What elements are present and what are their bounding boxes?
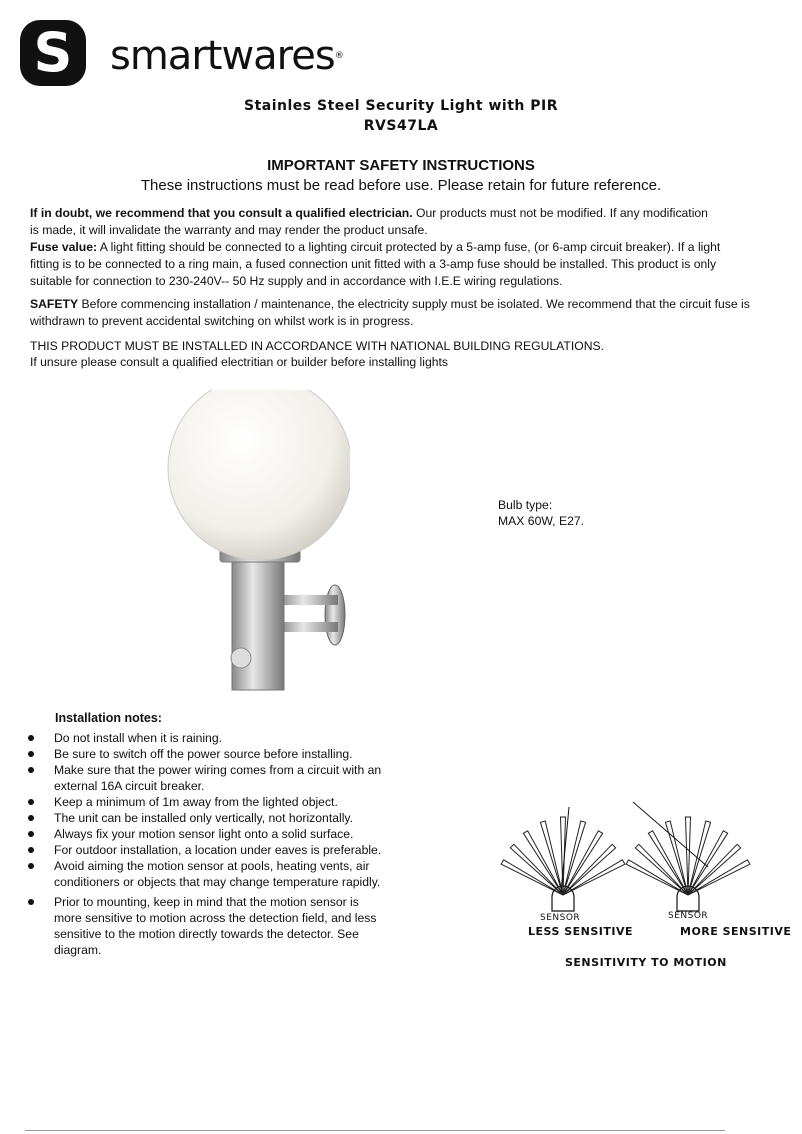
safety-paragraph: SAFETY Before commencing installation / maintenance, the electricity supply must be isolated. We recommend that the circuit fuse is withdrawn to prevent accidental switching on whilst work is in progress.	[30, 297, 750, 328]
sensor-label-left: SENSOR	[540, 913, 581, 923]
electrician-paragraph: If in doubt, we recommend that you consult a qualified electrician. Our products must not be modified. If any modification is made, it will invalidate the warranty and may render the product unsafe.	[30, 206, 708, 237]
list-item: Be sure to switch off the power source before installing.	[28, 746, 388, 762]
installation-heading: Installation notes:	[55, 711, 162, 725]
list-item: Always fix your motion sensor light onto a solid surface.	[28, 826, 388, 842]
list-item: The unit can be installed only vertically, not horizontally.	[28, 810, 388, 826]
fuse-paragraph: Fuse value: A light fitting should be connected to a lighting circuit protected by a 5-amp fuse, (or 6-amp circuit breaker). If a light fitting is to be connected to a ring main, a fused connection unit fitted with a 3-amp fuse should be installed. This product is only suitable for connection to 230-240V-- 50 Hz supply and in accordance with I.E.E wiring regulations.	[30, 240, 721, 288]
list-item: Avoid aiming the motion sensor at pools, heating vents, air conditioners or objects that may change temperature rapidly.	[28, 858, 388, 890]
product-model: RVS47LA	[363, 118, 439, 134]
list-item: Make sure that the power wiring comes from a circuit with an external 16A circuit breaker.	[28, 762, 388, 794]
list-item: Prior to mounting, keep in mind that the motion sensor is more sensitive to motion across the detection field, and less sensitive to the motion directly towards the detector. See diagram.	[28, 894, 388, 958]
bulb-type-label: Bulb type:	[498, 498, 553, 512]
sensor-label-right: SENSOR	[668, 911, 709, 921]
detection-beam	[686, 817, 691, 895]
list-item: Do not install when it is raining.	[28, 730, 388, 746]
brand-name: smartwares®	[110, 33, 343, 79]
product-title: Stainles Steel Security Light with PIR	[244, 98, 558, 114]
motion-path-line	[633, 802, 708, 867]
installation-list	[28, 730, 388, 958]
safety-subheading: These instructions must be read before use. Please retain for future reference.	[140, 177, 662, 194]
lamp-image	[160, 390, 350, 695]
sensitivity-diagram	[490, 795, 800, 945]
bulb-type-value: MAX 60W, E27.	[498, 514, 585, 528]
safety-heading: IMPORTANT SAFETY INSTRUCTIONS	[267, 157, 535, 174]
more-sensitive-label: MORE SENSITIVE	[680, 925, 792, 938]
regulations-line: THIS PRODUCT MUST BE INSTALLED IN ACCORDANCE WITH NATIONAL BUILDING REGULATIONS.	[30, 339, 605, 353]
consult-line: If unsure please consult a qualified electritian or builder before installing lights	[30, 355, 449, 369]
less-sensitive-label: LESS SENSITIVE	[528, 925, 633, 938]
list-item: Keep a minimum of 1m away from the lighted object.	[28, 794, 388, 810]
footer-divider	[25, 1130, 725, 1131]
sensitivity-caption: SENSITIVITY TO MOTION	[565, 956, 727, 969]
brand-logo-icon: S	[20, 20, 86, 86]
list-item: For outdoor installation, a location under eaves is preferable.	[28, 842, 388, 858]
